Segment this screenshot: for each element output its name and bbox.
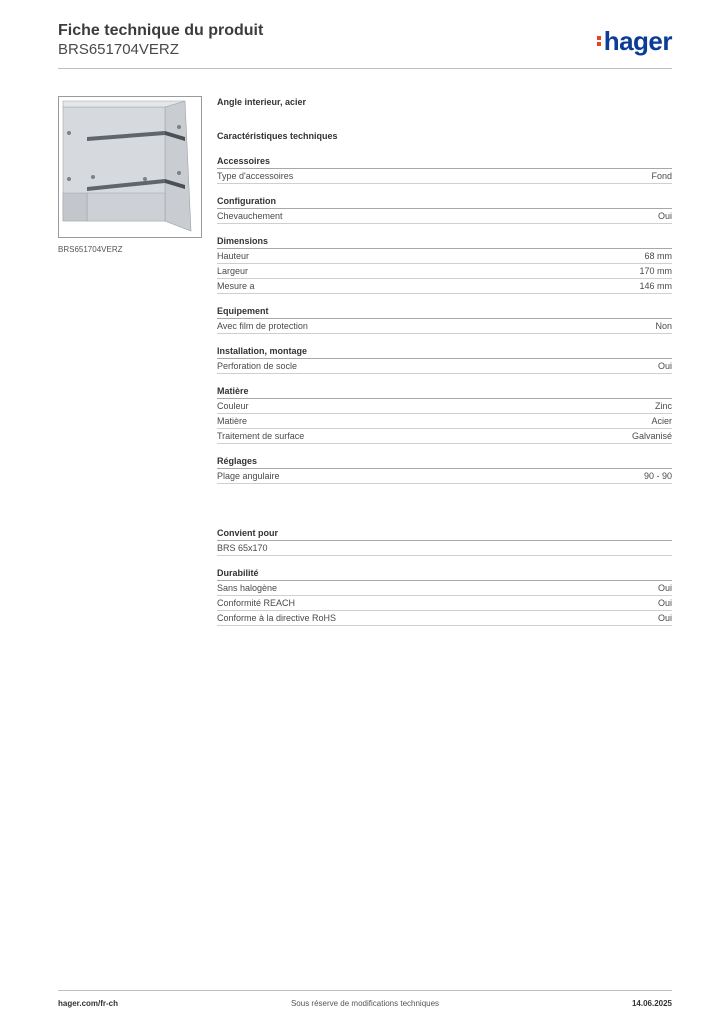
spec-label: Matière <box>217 416 248 426</box>
footer-divider <box>58 990 672 991</box>
spec-label: Perforation de socle <box>217 361 298 371</box>
spec-group-title: Installation, montage <box>217 345 672 359</box>
spec-row <box>217 611 672 626</box>
spec-label: Largeur <box>217 266 249 276</box>
spec-group-title: Configuration <box>217 195 672 209</box>
spec-value: Oui <box>657 613 672 623</box>
spec-row <box>217 209 672 224</box>
footer-notice: Sous réserve de modifications techniques <box>290 999 440 1008</box>
spec-group-title: Convient pour <box>217 527 672 541</box>
product-title: Angle interieur, acier <box>217 97 307 107</box>
spec-group <box>217 305 672 334</box>
spec-row <box>217 249 672 264</box>
spec-label: Plage angulaire <box>217 471 280 481</box>
spec-value: Acier <box>651 416 672 426</box>
spec-row <box>217 429 672 444</box>
spec-value: 170 mm <box>639 266 672 276</box>
spec-value: Zinc <box>654 401 672 411</box>
page-footer <box>58 999 672 1011</box>
hager-logo <box>597 26 672 56</box>
spec-group-title: Equipement <box>217 305 672 319</box>
spec-group <box>217 235 672 294</box>
spec-row <box>217 264 672 279</box>
spec-group-title: Accessoires <box>217 155 672 169</box>
spec-row <box>217 169 672 184</box>
spec-value: Oui <box>657 598 672 608</box>
spec-label: Conformité REACH <box>217 598 296 608</box>
spec-row <box>217 414 672 429</box>
logo-text: hager <box>603 26 672 56</box>
spec-group-title: Réglages <box>217 455 672 469</box>
spec-row <box>217 541 672 556</box>
spec-groups <box>217 155 672 484</box>
spec-group-title: Durabilité <box>217 567 672 581</box>
spec-group-title: Matière <box>217 385 672 399</box>
spec-label: BRS 65x170 <box>217 543 268 553</box>
spec-group <box>217 567 672 626</box>
page-title: Fiche technique du produit <box>58 22 264 39</box>
spec-group-title: Dimensions <box>217 235 672 249</box>
spec-value: Oui <box>657 211 672 221</box>
spec-row <box>217 279 672 294</box>
header-divider <box>58 68 672 69</box>
spec-label: Couleur <box>217 401 249 411</box>
product-reference: BRS651704VERZ <box>58 41 179 58</box>
spec-label: Avec film de protection <box>217 321 308 331</box>
logo-dots-icon <box>597 34 602 48</box>
spec-value: Oui <box>657 361 672 371</box>
spec-group <box>217 195 672 224</box>
spec-groups-secondary <box>217 527 672 626</box>
spec-group <box>217 385 672 444</box>
specs-content <box>217 96 672 626</box>
spec-value: Oui <box>657 583 672 593</box>
footer-date: 14.06.2025 <box>631 999 672 1008</box>
spec-label: Mesure a <box>217 281 255 291</box>
spec-row <box>217 399 672 414</box>
spec-label: Conforme à la directive RoHS <box>217 613 337 623</box>
spec-label: Chevauchement <box>217 211 283 221</box>
spec-value: 90 - 90 <box>643 471 672 481</box>
spec-value: Fond <box>651 171 672 181</box>
spec-group <box>217 155 672 184</box>
tech-section-title: Caractéristiques techniques <box>217 131 338 141</box>
footer-website: hager.com/fr-ch <box>58 999 119 1008</box>
spec-group <box>217 527 672 556</box>
spec-label: Hauteur <box>217 251 250 261</box>
spec-value: 68 mm <box>644 251 672 261</box>
image-caption: BRS651704VERZ <box>58 245 123 254</box>
spec-group <box>217 455 672 484</box>
corner-angle-product-icon <box>59 97 201 237</box>
spec-value: Galvanisé <box>631 431 672 441</box>
spec-row <box>217 581 672 596</box>
spec-group <box>217 345 672 374</box>
spec-row <box>217 359 672 374</box>
page-header <box>58 22 672 59</box>
spec-row <box>217 469 672 484</box>
spec-row <box>217 596 672 611</box>
spec-label: Type d'accessoires <box>217 171 294 181</box>
product-image <box>58 96 202 238</box>
spec-label: Sans halogène <box>217 583 278 593</box>
spec-value: 146 mm <box>639 281 672 291</box>
spec-value: Non <box>655 321 672 331</box>
spec-row <box>217 319 672 334</box>
spec-label: Traitement de surface <box>217 431 305 441</box>
